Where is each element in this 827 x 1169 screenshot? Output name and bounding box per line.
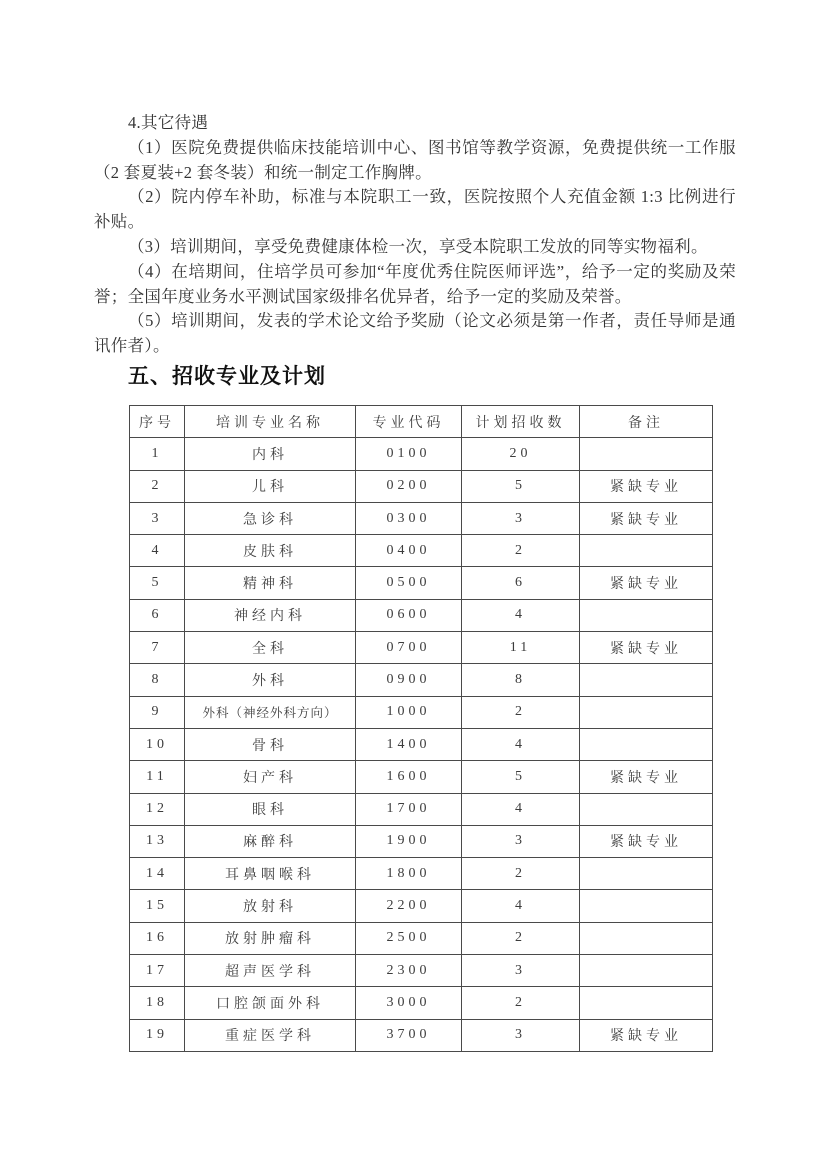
cell-specialty-name: 全科 xyxy=(185,632,356,664)
cell-remarks xyxy=(580,922,713,954)
cell-planned-count: 5 xyxy=(462,761,580,793)
admission-plan-table xyxy=(129,405,713,1052)
body-paragraph: （5）培训期间，发表的学术论文给予奖励（论文必须是第一作者，责任导师是通讯作者）。 xyxy=(94,311,736,356)
cell-planned-count: 4 xyxy=(462,793,580,825)
cell-specialty-code: 1000 xyxy=(356,696,462,728)
col-header-specialty-code: 专业代码 xyxy=(356,405,462,437)
cell-remarks: 紧缺专业 xyxy=(580,567,713,599)
cell-remarks: 紧缺专业 xyxy=(580,502,713,534)
cell-index: 5 xyxy=(130,567,185,599)
cell-index: 8 xyxy=(130,664,185,696)
cell-index: 19 xyxy=(130,1019,185,1051)
cell-specialty-name: 骨科 xyxy=(185,728,356,760)
cell-index: 1 xyxy=(130,438,185,470)
cell-specialty-name: 皮肤科 xyxy=(185,535,356,567)
cell-specialty-code: 0500 xyxy=(356,567,462,599)
cell-planned-count: 2 xyxy=(462,696,580,728)
cell-planned-count: 11 xyxy=(462,632,580,664)
table-row xyxy=(130,599,713,631)
cell-remarks: 紧缺专业 xyxy=(580,632,713,664)
cell-remarks xyxy=(580,987,713,1019)
table-row xyxy=(130,696,713,728)
cell-specialty-name: 超声医学科 xyxy=(185,955,356,987)
table-row xyxy=(130,535,713,567)
cell-remarks xyxy=(580,955,713,987)
cell-specialty-name: 儿科 xyxy=(185,470,356,502)
cell-specialty-name: 放射肿瘤科 xyxy=(185,922,356,954)
cell-index: 16 xyxy=(130,922,185,954)
cell-planned-count: 20 xyxy=(462,438,580,470)
table-row xyxy=(130,858,713,890)
cell-planned-count: 5 xyxy=(462,470,580,502)
cell-specialty-name: 精神科 xyxy=(185,567,356,599)
cell-index: 18 xyxy=(130,987,185,1019)
cell-specialty-code: 3700 xyxy=(356,1019,462,1051)
cell-planned-count: 4 xyxy=(462,599,580,631)
cell-specialty-code: 1900 xyxy=(356,825,462,857)
cell-remarks xyxy=(580,696,713,728)
cell-specialty-code: 0400 xyxy=(356,535,462,567)
table-row xyxy=(130,955,713,987)
cell-specialty-code: 3000 xyxy=(356,987,462,1019)
cell-specialty-code: 1600 xyxy=(356,761,462,793)
table-row xyxy=(130,922,713,954)
cell-index: 11 xyxy=(130,761,185,793)
cell-planned-count: 2 xyxy=(462,987,580,1019)
table-row xyxy=(130,890,713,922)
cell-specialty-code: 0700 xyxy=(356,632,462,664)
table-row xyxy=(130,664,713,696)
table-row xyxy=(130,1019,713,1051)
cell-remarks xyxy=(580,535,713,567)
col-header-planned-count: 计划招收数 xyxy=(462,405,580,437)
table-row xyxy=(130,632,713,664)
body-paragraph: （2）院内停车补助，标准与本院职工一致，医院按照个人充值金额 1:3 比例进行补贴。 xyxy=(94,187,736,232)
cell-remarks xyxy=(580,599,713,631)
cell-specialty-code: 1800 xyxy=(356,858,462,890)
cell-index: 4 xyxy=(130,535,185,567)
table-row xyxy=(130,567,713,599)
cell-specialty-code: 0600 xyxy=(356,599,462,631)
col-header-remarks: 备注 xyxy=(580,405,713,437)
document-content xyxy=(94,111,736,1052)
section-heading: 五、招收专业及计划 xyxy=(128,364,326,388)
cell-planned-count: 4 xyxy=(462,728,580,760)
cell-remarks xyxy=(580,858,713,890)
cell-index: 10 xyxy=(130,728,185,760)
cell-index: 2 xyxy=(130,470,185,502)
body-paragraph: 4.其它待遇 xyxy=(128,113,209,132)
cell-planned-count: 8 xyxy=(462,664,580,696)
cell-planned-count: 4 xyxy=(462,890,580,922)
cell-remarks: 紧缺专业 xyxy=(580,1019,713,1051)
cell-planned-count: 3 xyxy=(462,955,580,987)
cell-specialty-code: 0100 xyxy=(356,438,462,470)
cell-index: 6 xyxy=(130,599,185,631)
cell-specialty-name: 麻醉科 xyxy=(185,825,356,857)
cell-index: 9 xyxy=(130,696,185,728)
cell-specialty-name: 口腔颌面外科 xyxy=(185,987,356,1019)
body-paragraph: （4）在培期间，住培学员可参加“年度优秀住院医师评选”，给予一定的奖励及荣誉；全国年度业务水平测试国家级排名优异者，给予一定的奖励及荣誉。 xyxy=(94,261,736,306)
table-row xyxy=(130,470,713,502)
cell-specialty-name: 急诊科 xyxy=(185,502,356,534)
cell-planned-count: 2 xyxy=(462,535,580,567)
table-head xyxy=(130,405,713,437)
cell-planned-count: 2 xyxy=(462,922,580,954)
cell-remarks xyxy=(580,793,713,825)
cell-remarks: 紧缺专业 xyxy=(580,470,713,502)
table-body xyxy=(130,438,713,1052)
cell-index: 13 xyxy=(130,825,185,857)
table-header-row xyxy=(130,405,713,437)
cell-remarks: 紧缺专业 xyxy=(580,825,713,857)
cell-planned-count: 3 xyxy=(462,502,580,534)
cell-index: 15 xyxy=(130,890,185,922)
table-row xyxy=(130,761,713,793)
cell-planned-count: 6 xyxy=(462,567,580,599)
cell-specialty-name: 眼科 xyxy=(185,793,356,825)
cell-index: 17 xyxy=(130,955,185,987)
cell-planned-count: 3 xyxy=(462,1019,580,1051)
table-row xyxy=(130,825,713,857)
cell-planned-count: 2 xyxy=(462,858,580,890)
cell-specialty-code: 0300 xyxy=(356,502,462,534)
cell-specialty-code: 2500 xyxy=(356,922,462,954)
cell-specialty-name: 重症医学科 xyxy=(185,1019,356,1051)
table-row xyxy=(130,502,713,534)
cell-specialty-name: 妇产科 xyxy=(185,761,356,793)
cell-index: 3 xyxy=(130,502,185,534)
cell-specialty-code: 0200 xyxy=(356,470,462,502)
cell-remarks: 紧缺专业 xyxy=(580,761,713,793)
table-row xyxy=(130,728,713,760)
cell-specialty-name: 放射科 xyxy=(185,890,356,922)
cell-specialty-code: 2300 xyxy=(356,955,462,987)
cell-specialty-name: 外科 xyxy=(185,664,356,696)
cell-specialty-code: 1400 xyxy=(356,728,462,760)
cell-specialty-code: 0900 xyxy=(356,664,462,696)
cell-specialty-name: 外科（神经外科方向） xyxy=(185,696,356,728)
col-header-index: 序号 xyxy=(130,405,185,437)
table-row xyxy=(130,793,713,825)
cell-specialty-code: 2200 xyxy=(356,890,462,922)
cell-specialty-code: 1700 xyxy=(356,793,462,825)
body-paragraph: （1）医院免费提供临床技能培训中心、图书馆等教学资源，免费提供统一工作服（2 套夏装+2 套冬装）和统一制定工作胸牌。 xyxy=(94,137,736,182)
cell-index: 14 xyxy=(130,858,185,890)
cell-specialty-name: 内科 xyxy=(185,438,356,470)
cell-index: 7 xyxy=(130,632,185,664)
col-header-specialty-name: 培训专业名称 xyxy=(185,405,356,437)
table-row xyxy=(130,987,713,1019)
body-paragraph: （3）培训期间，享受免费健康体检一次，享受本院职工发放的同等实物福利。 xyxy=(128,236,708,256)
cell-remarks xyxy=(580,664,713,696)
cell-planned-count: 3 xyxy=(462,825,580,857)
cell-specialty-name: 神经内科 xyxy=(185,599,356,631)
cell-remarks xyxy=(580,438,713,470)
table-row xyxy=(130,438,713,470)
cell-remarks xyxy=(580,890,713,922)
cell-specialty-name: 耳鼻咽喉科 xyxy=(185,858,356,890)
cell-index: 12 xyxy=(130,793,185,825)
cell-remarks xyxy=(580,728,713,760)
